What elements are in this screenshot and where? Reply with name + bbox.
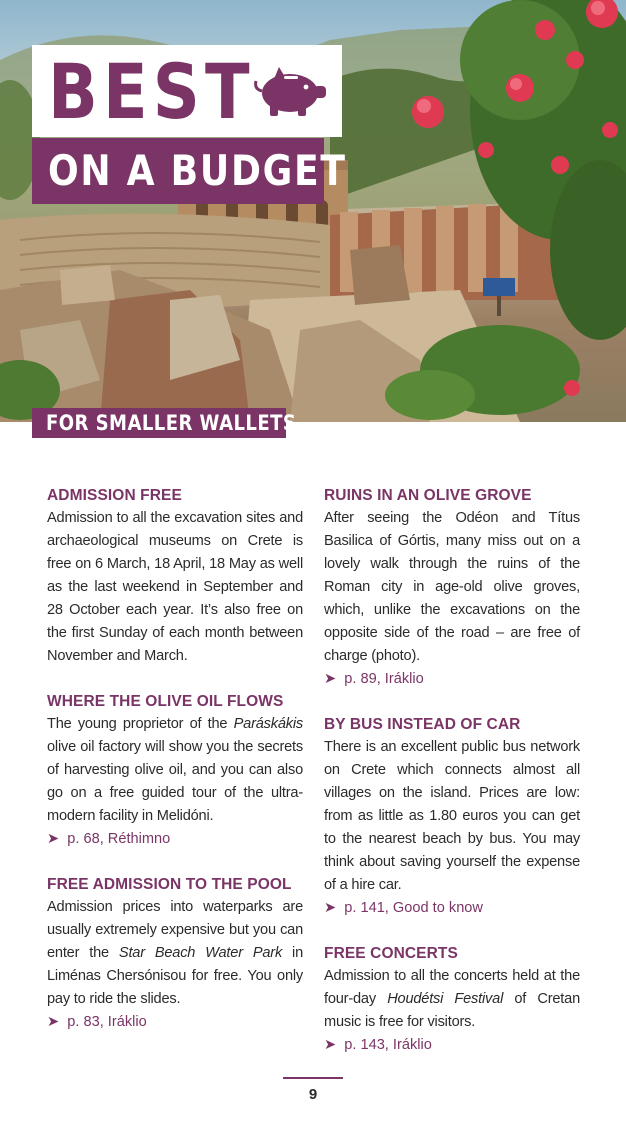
title-on-a-budget: ON A BUDGET: [48, 146, 347, 195]
section-body: There is an excellent public bus network on Crete which connects almost all villages on the island. Prices are low: from as little as 1.80 euros you can get to the nearest beach by bus. You may think about saving yourself the expense of a hire car.: [324, 739, 580, 893]
section-pool: [47, 873, 303, 1034]
arrow-right-icon: ➤: [47, 831, 60, 847]
section-olive-oil: [47, 690, 303, 851]
section-heading: BY BUS INSTEAD OF CAR: [324, 716, 521, 733]
body-text-post: olive oil factory will show you the secrets of harvesting olive oil, and you can also go on a free guided tour of the ultra-modern facility in Melidóni.: [47, 739, 303, 824]
section-heading: RUINS IN AN OLIVE GROVE: [324, 487, 532, 504]
section-body: [47, 896, 303, 1011]
page-reference[interactable]: [324, 1034, 580, 1057]
body-text-pre: Admission prices into waterparks are usually extremely expensive but you can enter the: [47, 899, 303, 961]
right-column: [324, 484, 580, 1079]
section-bus: [324, 713, 580, 920]
page-reference[interactable]: [47, 828, 303, 851]
section-heading: WHERE THE OLIVE OIL FLOWS: [47, 693, 284, 710]
section-olive-grove: [324, 484, 580, 691]
body-text-emphasis: Star Beach Water Park: [118, 945, 283, 961]
piggy-bank-icon: [252, 63, 332, 119]
page-reference-text: p. 141, Good to know: [344, 900, 483, 916]
page-reference-text: p. 68, Réthimno: [67, 831, 171, 847]
body-text-emphasis: Houdétsi Festival: [387, 991, 504, 1007]
page-number-rule: [283, 1077, 343, 1079]
page-number: 9: [308, 1086, 318, 1103]
page-reference[interactable]: [324, 668, 580, 691]
body-text-post: in Liménas Chersónisou for free. You only pay to ride the slides.: [47, 945, 303, 1007]
section-body: [324, 965, 580, 1034]
subtitle-for-smaller-wallets: FOR SMALLER WALLETS: [46, 411, 297, 435]
arrow-right-icon: ➤: [324, 1037, 337, 1053]
page-reference-text: p. 89, Iráklio: [344, 671, 424, 687]
section-body: [47, 713, 303, 828]
section-heading: ADMISSION FREE: [47, 487, 182, 504]
section-heading: FREE ADMISSION TO THE POOL: [47, 876, 292, 893]
arrow-right-icon: ➤: [47, 1014, 60, 1030]
body-text-post: of Cretan music is free for visitors.: [324, 991, 580, 1030]
left-column: [47, 484, 303, 1056]
section-concerts: [324, 942, 580, 1057]
body-text-pre: The young proprietor of the: [47, 716, 234, 732]
section-heading: FREE CONCERTS: [324, 945, 458, 962]
section-admission-free: [47, 484, 303, 668]
page-reference[interactable]: [324, 897, 580, 920]
page-reference[interactable]: [47, 1011, 303, 1034]
arrow-right-icon: ➤: [324, 900, 337, 916]
title-budget-box: [32, 138, 347, 204]
section-body: After seeing the Odéon and Títus Basilica of Górtis, many miss out on a lovely walk through the ruins of the Roman city in age-old olive groves, which, unlike the excavations on the opposite side of the road – are free of charge (photo).: [324, 510, 580, 664]
title-best: BEST: [48, 47, 255, 136]
arrow-right-icon: ➤: [324, 671, 337, 687]
title-best-box: [32, 45, 342, 137]
section-body: Admission to all the excavation sites and archaeological museums on Crete is free on 6 March, 18 April, 18 May as well as the last weekend in September and 28 October each year. It’s also free on the first Sunday of each month between November and March.: [47, 510, 303, 664]
body-text-emphasis: Paráskákis: [233, 716, 303, 732]
page-reference-text: p. 143, Iráklio: [344, 1037, 432, 1053]
page-reference-text: p. 83, Iráklio: [67, 1014, 147, 1030]
subtitle-bar: [32, 408, 297, 438]
body-text-pre: Admission to all the concerts held at the four-day: [324, 968, 580, 1007]
